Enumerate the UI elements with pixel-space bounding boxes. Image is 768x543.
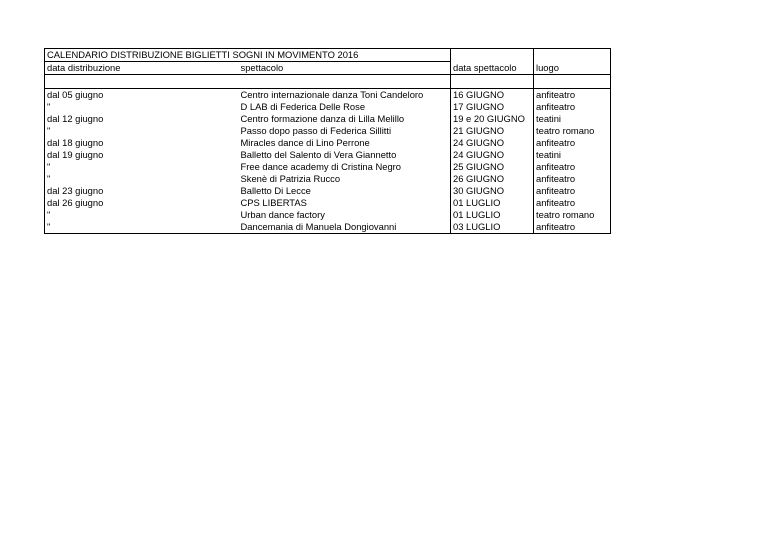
cell-spettacolo: D LAB di Federica Delle Rose bbox=[240, 101, 366, 112]
cell-spettacolo: Centro formazione danza di Lilla Melillo bbox=[240, 113, 405, 124]
cell-data-distribuzione: " bbox=[45, 161, 239, 173]
cell-data-spettacolo: 24 GIUGNO bbox=[451, 149, 534, 161]
cell-luogo: anfiteatro bbox=[534, 173, 611, 185]
spacer-cell-b bbox=[239, 75, 451, 89]
cell-spettacolo: CPS LIBERTAS bbox=[240, 197, 307, 208]
table-row bbox=[45, 197, 611, 209]
cell-data-spettacolo: 30 GIUGNO bbox=[451, 185, 534, 197]
table-row bbox=[45, 89, 611, 102]
cell-data-distribuzione: dal 05 giugno bbox=[45, 89, 239, 102]
cell-data-spettacolo: 26 GIUGNO bbox=[451, 173, 534, 185]
cell-data-distribuzione: dal 12 giugno bbox=[45, 113, 239, 125]
cell-spettacolo: Dancemania di Manuela Dongiovanni bbox=[239, 221, 451, 234]
cell-data-spettacolo: 16 GIUGNO bbox=[451, 89, 534, 102]
header-data-spettacolo: data spettacolo bbox=[451, 62, 534, 75]
table-row bbox=[45, 125, 611, 137]
cell-luogo: anfiteatro bbox=[534, 101, 611, 113]
cell-data-distribuzione: " bbox=[45, 125, 239, 137]
cell-luogo: anfiteatro bbox=[534, 161, 611, 173]
cell-data-distribuzione: " bbox=[45, 101, 239, 113]
distribution-calendar-table bbox=[44, 48, 611, 234]
cell-luogo: teatini bbox=[534, 113, 611, 125]
cell-luogo: teatro romano bbox=[534, 125, 611, 137]
table-row bbox=[45, 137, 611, 149]
cell-luogo: anfiteatro bbox=[534, 221, 611, 234]
table-row bbox=[45, 149, 611, 161]
spacer-cell-a bbox=[45, 75, 239, 89]
cell-spettacolo: Balletto del Salento di Vera Giannetto bbox=[240, 149, 397, 160]
table-row bbox=[45, 221, 611, 234]
cell-data-spettacolo: 01 LUGLIO bbox=[451, 197, 534, 209]
cell-luogo: anfiteatro bbox=[534, 137, 611, 149]
cell-data-distribuzione: " bbox=[45, 221, 239, 234]
cell-spettacolo: Free dance academy di Cristina Negro bbox=[240, 161, 401, 172]
header-data-distribuzione: data distribuzione bbox=[45, 62, 239, 75]
cell-data-spettacolo: 24 GIUGNO bbox=[451, 137, 534, 149]
table-row bbox=[45, 113, 611, 125]
cell-data-distribuzione: " bbox=[45, 209, 239, 221]
cell-luogo: teatro romano bbox=[534, 209, 611, 221]
cell-data-spettacolo: 25 GIUGNO bbox=[451, 161, 534, 173]
cell-data-distribuzione: " bbox=[45, 173, 239, 185]
cell-data-spettacolo: 19 e 20 GIUGNO bbox=[451, 113, 534, 125]
table-row bbox=[45, 101, 611, 113]
cell-data-distribuzione: dal 19 giugno bbox=[45, 149, 239, 161]
header-luogo: luogo bbox=[534, 62, 611, 75]
table-row bbox=[45, 161, 611, 173]
cell-data-spettacolo: 17 GIUGNO bbox=[451, 101, 534, 113]
title-row-cell-c bbox=[451, 49, 534, 62]
cell-spettacolo: Passo dopo passo di Federica Sillitti bbox=[240, 125, 392, 136]
cell-data-distribuzione: dal 18 giugno bbox=[45, 137, 239, 149]
cell-luogo: anfiteatro bbox=[534, 185, 611, 197]
header-row bbox=[45, 62, 611, 75]
spacer-cell-d bbox=[534, 75, 611, 89]
cell-spettacolo: Centro internazionale danza Toni Candeloro bbox=[240, 89, 424, 100]
cell-data-distribuzione: dal 23 giugno bbox=[45, 185, 239, 197]
cell-data-distribuzione: dal 26 giugno bbox=[45, 197, 239, 209]
cell-luogo: teatini bbox=[534, 149, 611, 161]
title-row-cell-d bbox=[534, 49, 611, 62]
cell-data-spettacolo: 03 LUGLIO bbox=[451, 221, 534, 234]
document-title: CALENDARIO DISTRIBUZIONE BIGLIETTI SOGNI IN MOVIMENTO 2016 bbox=[45, 49, 451, 62]
cell-luogo: anfiteatro bbox=[534, 89, 611, 102]
cell-luogo: anfiteatro bbox=[534, 197, 611, 209]
header-spettacolo: spettacolo bbox=[239, 62, 451, 75]
cell-spettacolo: Skenè di Patrizia Rucco bbox=[240, 173, 341, 184]
cell-spettacolo: Balletto Di Lecce bbox=[240, 185, 311, 196]
title-row bbox=[45, 49, 611, 62]
table-row bbox=[45, 173, 611, 185]
cell-data-spettacolo: 21 GIUGNO bbox=[451, 125, 534, 137]
spacer-cell-c bbox=[451, 75, 534, 89]
cell-spettacolo: Urban dance factory bbox=[240, 209, 325, 220]
table-row bbox=[45, 209, 611, 221]
cell-data-spettacolo: 01 LUGLIO bbox=[451, 209, 534, 221]
spacer-row bbox=[45, 75, 611, 89]
cell-spettacolo: Miracles dance di Lino Perrone bbox=[240, 137, 370, 148]
table-row bbox=[45, 185, 611, 197]
